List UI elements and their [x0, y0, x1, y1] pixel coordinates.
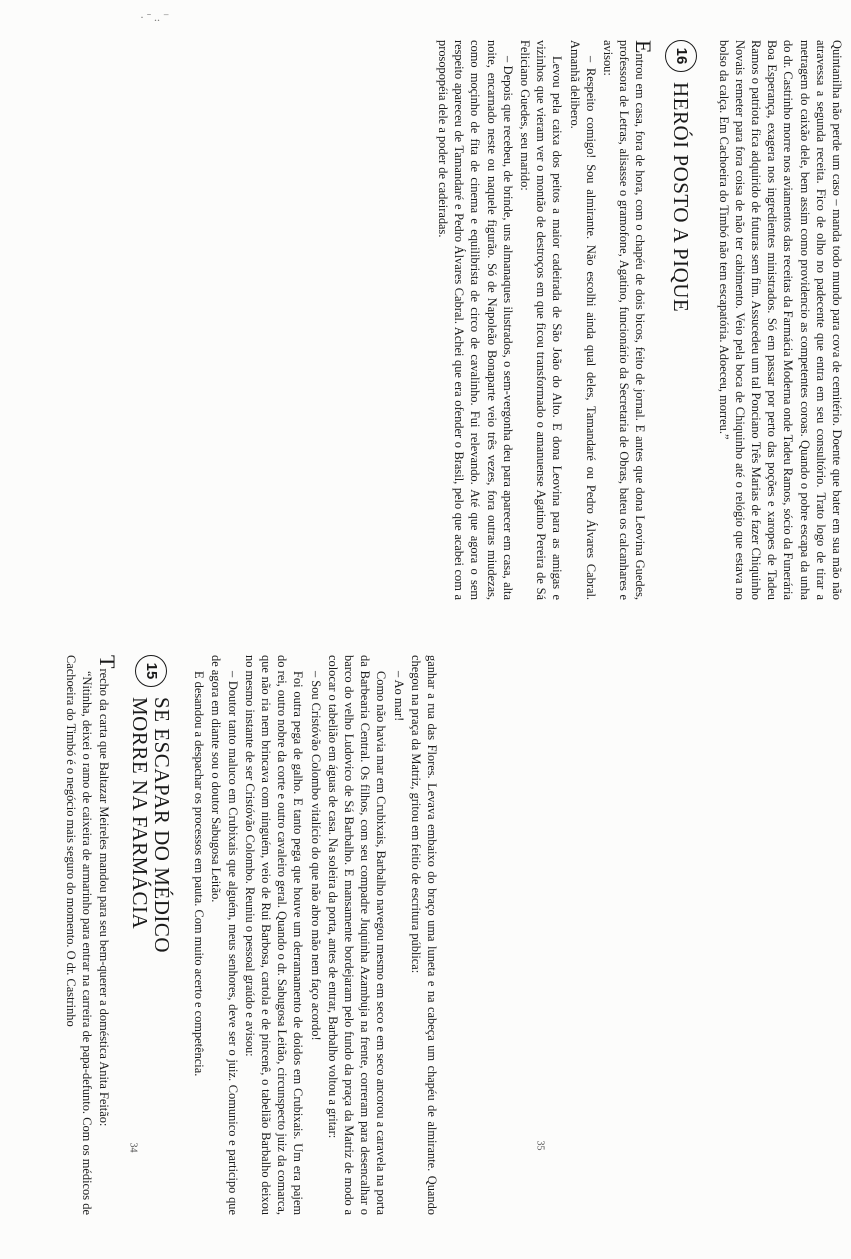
- left-page: [63, 655, 440, 1215]
- left-paragraph-8: “Nitinha, deixei o ramo de caixeira de armarinho para entrar na carreira de papa-defunto. Com os médicos de Cachoeira do Timbó é o negócio mais seguro do momento. O dr. Castrinho: [63, 655, 94, 1215]
- left-paragraph-6: E desandou a despachar os processos em pauta. Com muito acerto e competência.: [192, 671, 207, 1077]
- right-paragraph-5: – Depois que recebeu, de brinde, uns almanaques ilustrados, o sem-vergonha deu para aparecer em casa, alta noite, encarnado neste ou naquele figurão. Só de Napoleão Bonaparte veio três vezes, fora outras miudezas, como moçinho de fita de cinema e equilibrista de circo de cavalinho. Fui relevando. Até que agora o sem respeito apareceu de Tamandaré e Pedro Álvares Cabral. Achei que era ofender o Brasil, pelo que acabei com a prosopopéia dele a poder de cadeiradas.: [435, 40, 515, 600]
- left-paragraph-7: Trecho da carta que Baltazar Meireles mandou para seu bem-querer a doméstica Anita Feitão:: [94, 655, 120, 1127]
- right-paragraph-4: Levou pela caixa dos peitos a maior cadeirada de São João do Alto. E dona Leovina para as amigas e vizinhos que vieram ver o montão de destroços em que ficou transformado o amanuense Agatino Pereira de Sá Feliciano Guedes, seu marido:: [517, 40, 565, 600]
- page-number-left: 34: [127, 1142, 139, 1153]
- scan-artifact: · ˉ .. ⁻: [140, 10, 170, 24]
- left-intro-paragraph: ganhar a rua das Flores. Levava embaixo do braço uma luneta e na cabeça um chapéu de almirante. Quando chegou na praça da Matriz, gritou em feitio de escritura pública:: [408, 655, 439, 1215]
- right-paragraph-2: Entrou em casa, fora de hora, com o chapéu de dois bicos, feito de jornal. E antes que dona Leovina Guedes, professora de Letras, alisasse o gramofone, Agatino, funcionário da Secretaria de Obras, bateu os calcanhares e avisou:: [600, 40, 657, 600]
- left-paragraph-4: Foi outra pega de galho. E tanto pega que houve um derramamento de doidos em Crubixais. Um era pajem do rei, outro nobre da corte e outro cavaleiro geral. Quando o dr. Sabugosa Leitão, circunspecto juiz da comarca, que não ria nem brincava com ninguém, veio de Rui Barbosa, cartola e de pincenê, o tabelião Barbalho deixou no mesmo instante de ser Cristóvão Colombo. Reuniu o pessoal graúdo e avisou:: [242, 655, 306, 1215]
- left-paragraph-1: – Ao mar!: [391, 671, 406, 722]
- right-page: [435, 40, 845, 600]
- left-paragraph-5: – Doutor tanto maluco em Crubixais que alguém, meus senhores, deve ser o juiz. Comunico e participo que de agora em diante sou o doutor Sabugosa Leitão.: [209, 655, 240, 1215]
- right-paragraph-1: Quintanilha não perde um caso – manda todo mundo para cova de cemitério. Doente que bater em sua mão não atravessa a segunda receita. Fico de olho no padecente que entra em seu consultório. Trato logo de tirar a metragem do caixão dele, bem assim como providencio as competentes coroas. Quando o pobre escapa da unha do dr. Castrinho morre nos aviamentos das receitas da Farmácia Moderna onde Tadeu Ramos, sócio da Funerária Boa Esperança, exagera nos ingredientes ministrados. Só em passar por perto das poções e xaropes de Tadeu Ramos o patriota fica adquirido de futuras sem fim. Assucedeu um tal Ponciano Três Marias de fazer Chiquinho Novais remeter para fora coisa de não ter cabimento. Veio pela boca de Chiquinho até o relógio que estava no bolso da calça. Em Cachoeira do Timbó não tem escapatória. Adoeceu, morreu.”: [716, 40, 844, 600]
- chapter-number-badge: 15: [135, 655, 167, 687]
- right-paragraph-3: – Respeito comigo! Sou almirante. Não escolhi ainda qual deles, Tamandaré ou Pedro Álvares Cabral. Amanhã delibero.: [567, 40, 598, 600]
- chapter-heading-16: [665, 40, 697, 600]
- page-number-right: 35: [534, 1140, 546, 1151]
- chapter-number-badge: 16: [665, 40, 697, 72]
- chapter-title: [129, 697, 173, 953]
- chapter-heading-15: [129, 655, 173, 1215]
- chapter-title-line-1: SE ESCAPAR DO MÉDICO: [149, 697, 174, 954]
- left-paragraph-3: – Sou Cristóvão Colombo vitalício do que não abro mão nem faço acordo!: [308, 671, 323, 1041]
- chapter-title: HERÓI POSTO A PIQUE: [669, 82, 694, 313]
- left-paragraph-2: Como não havia mar em Crubixais, Barbalho navegou mesmo em seco e em seco ancorou a caravela na porta da Barbearia Central. Os filhos, com seu compadre Juquinha Azambuja na frente, correram para desencalhar o barco do velho Ludovico de Sá Barbalho. E mansamente bordejaram pelo fundo da praça da Matriz de modo a colocar o tabelião em águas de casa. Na soleira da porta, antes de entrar, Barbalho voltou a gritar:: [325, 655, 389, 1215]
- chapter-title-line-2: MORRE NA FARMÁCIA: [127, 697, 152, 930]
